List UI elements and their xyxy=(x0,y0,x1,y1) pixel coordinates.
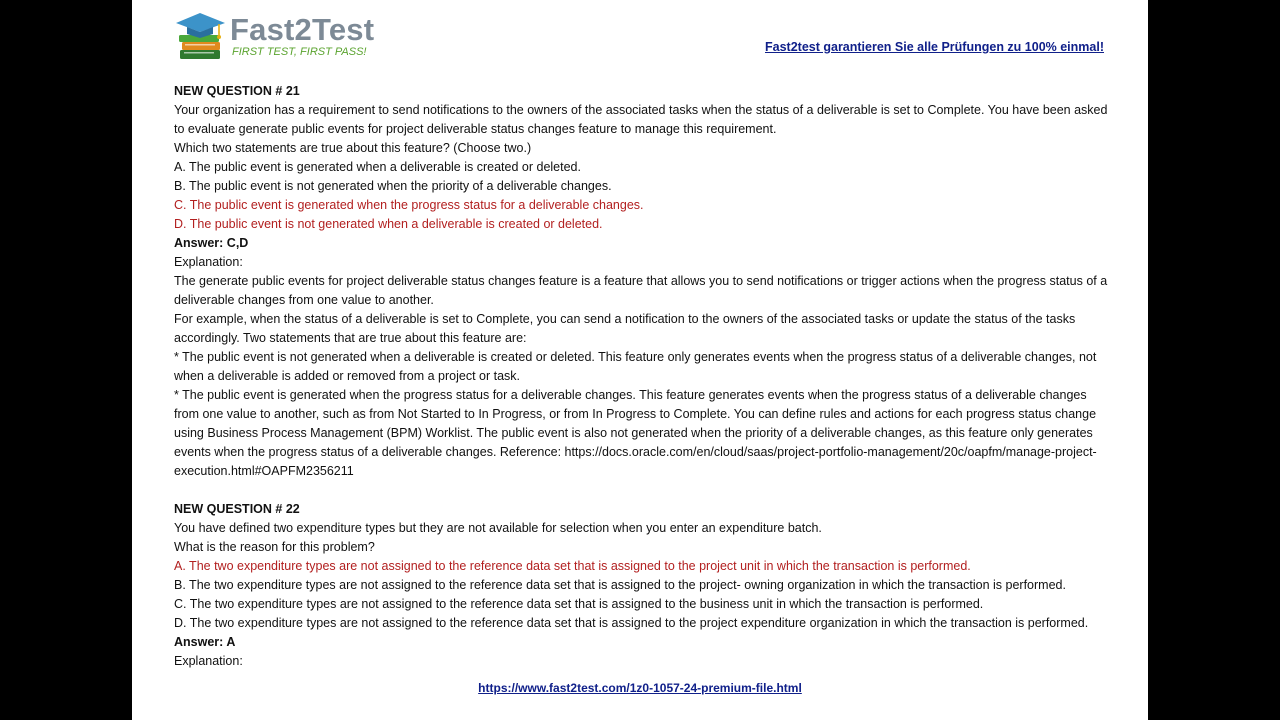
question-22-prompt: What is the reason for this problem? xyxy=(174,540,375,554)
question-21-option-b: B. The public event is not generated when the priority of a deliverable changes. xyxy=(174,179,612,193)
question-22-answer: Answer: A xyxy=(174,635,236,649)
question-22-explanation-label: Explanation: xyxy=(174,654,243,668)
question-21-explanation-para-4: * The public event is generated when the progress status for a deliverable changes. This feature generates events when the progress status of a deliverable changes from one value to another, such as from Not Started to In Progress, or from In Progress to Complete. You can define rules and actions for each progress status change using Business Process Management (BPM) Worklist. The public event is also not generated when the priority of a deliverable changes, as this feature only generates events when the progress status of a deliverable changes. Reference: https://docs.oracle.com/en/cloud/saas/project-portfolio-management/20c/oapfm/manage-project-execution.html#OAPFM2356211 xyxy=(174,388,1097,478)
question-21-explanation-para-2: For example, when the status of a deliverable is set to Complete, you can send a notification to the owners of the associated tasks or update the status of the tasks accordingly. Two statements that are true about this feature are: xyxy=(174,312,1076,345)
question-22-option-d: D. The two expenditure types are not assigned to the reference data set that is assigned to the project expenditure organization in which the transaction is performed. xyxy=(174,616,1089,630)
logo-title: Fast2Test xyxy=(230,12,375,47)
logo-tagline: FIRST TEST, FIRST PASS! xyxy=(232,46,367,58)
question-22-option-c: C. The two expenditure types are not assigned to the reference data set that is assigned to the business unit in which the transaction is performed. xyxy=(174,597,984,611)
question-22-stem: You have defined two expenditure types but they are not available for selection when you enter an expenditure batch. xyxy=(174,521,822,535)
question-21-prompt: Which two statements are true about this feature? (Choose two.) xyxy=(174,141,532,155)
footer-premium-file-link[interactable]: https://www.fast2test.com/1z0-1057-24-premium-file.html xyxy=(478,681,802,695)
question-22-option-b: B. The two expenditure types are not assigned to the reference data set that is assigned to the project- owning organization in which the transaction is performed. xyxy=(174,578,1066,592)
graduation-cap-books-icon xyxy=(176,12,228,62)
question-21-option-d: D. The public event is not generated when a deliverable is created or deleted. xyxy=(174,217,603,231)
document-page xyxy=(132,0,1148,720)
question-separator xyxy=(174,481,1114,500)
exam-content xyxy=(174,82,1114,671)
header-promo-link[interactable]: Fast2test garantieren Sie alle Prüfungen zu 100% einmal! xyxy=(765,40,1104,54)
question-21-answer: Answer: C,D xyxy=(174,236,249,250)
question-21-title: NEW QUESTION # 21 xyxy=(174,84,300,98)
question-21-explanation-para-1: The generate public events for project deliverable status changes feature is a feature that allows you to send notifications or trigger actions when the progress status of a deliverable changes from one value to another. xyxy=(174,274,1108,307)
question-21-option-c: C. The public event is generated when the progress status for a deliverable changes. xyxy=(174,198,644,212)
question-21-explanation-label: Explanation: xyxy=(174,255,243,269)
fast2test-logo[interactable] xyxy=(176,12,386,64)
question-21-stem: Your organization has a requirement to send notifications to the owners of the associated tasks when the status of a deliverable is set to Complete. You have been asked to evaluate generate public events for project deliverable status changes feature to manage this requirement. xyxy=(174,103,1108,136)
question-22-option-a: A. The two expenditure types are not assigned to the reference data set that is assigned to the project unit in which the transaction is performed. xyxy=(174,559,971,573)
question-21-option-a: A. The public event is generated when a deliverable is created or deleted. xyxy=(174,160,581,174)
question-22-title: NEW QUESTION # 22 xyxy=(174,502,300,516)
question-21-explanation-para-3: * The public event is not generated when a deliverable is created or deleted. This feature only generates events when the progress status of a deliverable changes, not when a deliverable is added or removed from a project or task. xyxy=(174,350,1097,383)
